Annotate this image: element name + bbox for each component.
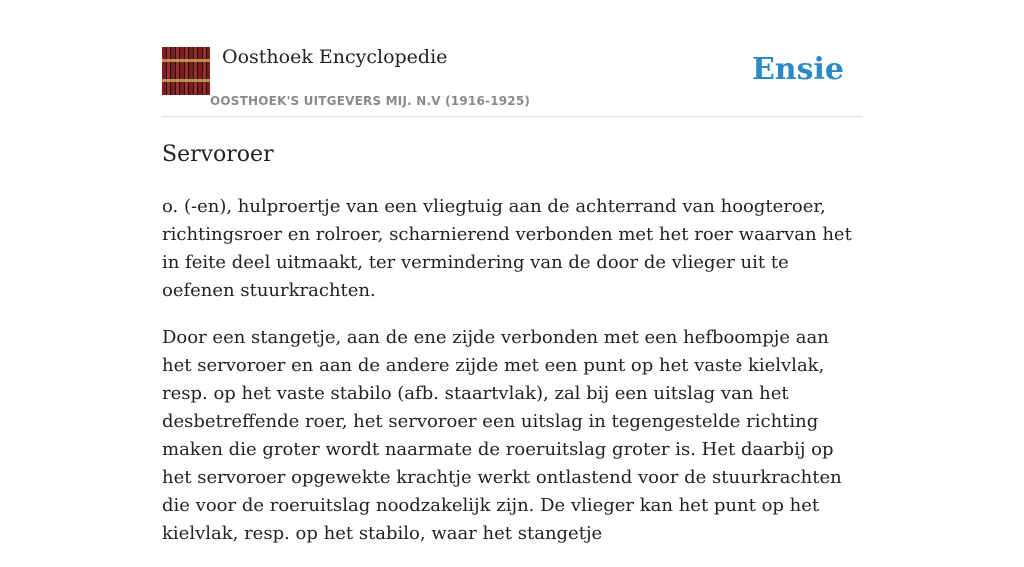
book-band-graphic xyxy=(162,59,210,62)
book-spines-graphic xyxy=(162,47,210,95)
site-name-link[interactable]: Oosthoek Encyclopedie xyxy=(222,46,448,68)
site-header xyxy=(162,0,862,117)
encyclopedia-books-icon[interactable] xyxy=(162,47,210,95)
book-band-graphic xyxy=(162,79,210,82)
article-body xyxy=(162,193,862,567)
article-title: Servoroer xyxy=(162,142,274,167)
article-paragraph: o. (-en), hulproertje van een vliegtuig aan de achterrand van hoogteroer, richtingsroer en rolroer, scharnierend verbonden met het roer waarvan het in feite deel uitmaakt, ter vermindering van de door de vlieger uit te oefenen stuurkrachten. xyxy=(162,196,852,301)
article-paragraph: Door een stangetje, aan de ene zijde verbonden met een hefboompje aan het servoroer en aan de andere zijde met een punt op het vaste kielvlak, resp. op het vaste stabilo (afb. staartvlak), zal bij een uitslag van het desbetreffende roer, het servoroer een uitslag in tegengestelde richting maken die groter wordt naarmate de roeruitslag groter is. Het daarbij op het servoroer opgewekte krachtje werkt ontlastend voor de stuurkrachten die voor de roeruitslag noodzakelijk zijn. De vlieger kan het punt op het kielvlak, resp. op het stabilo, waar het stangetje xyxy=(162,327,842,544)
brand-logo-link[interactable]: Ensie xyxy=(751,52,844,87)
page xyxy=(162,0,862,544)
publisher-label: OOSTHOEK'S UITGEVERS MIJ. N.V (1916-1925) xyxy=(210,94,531,108)
